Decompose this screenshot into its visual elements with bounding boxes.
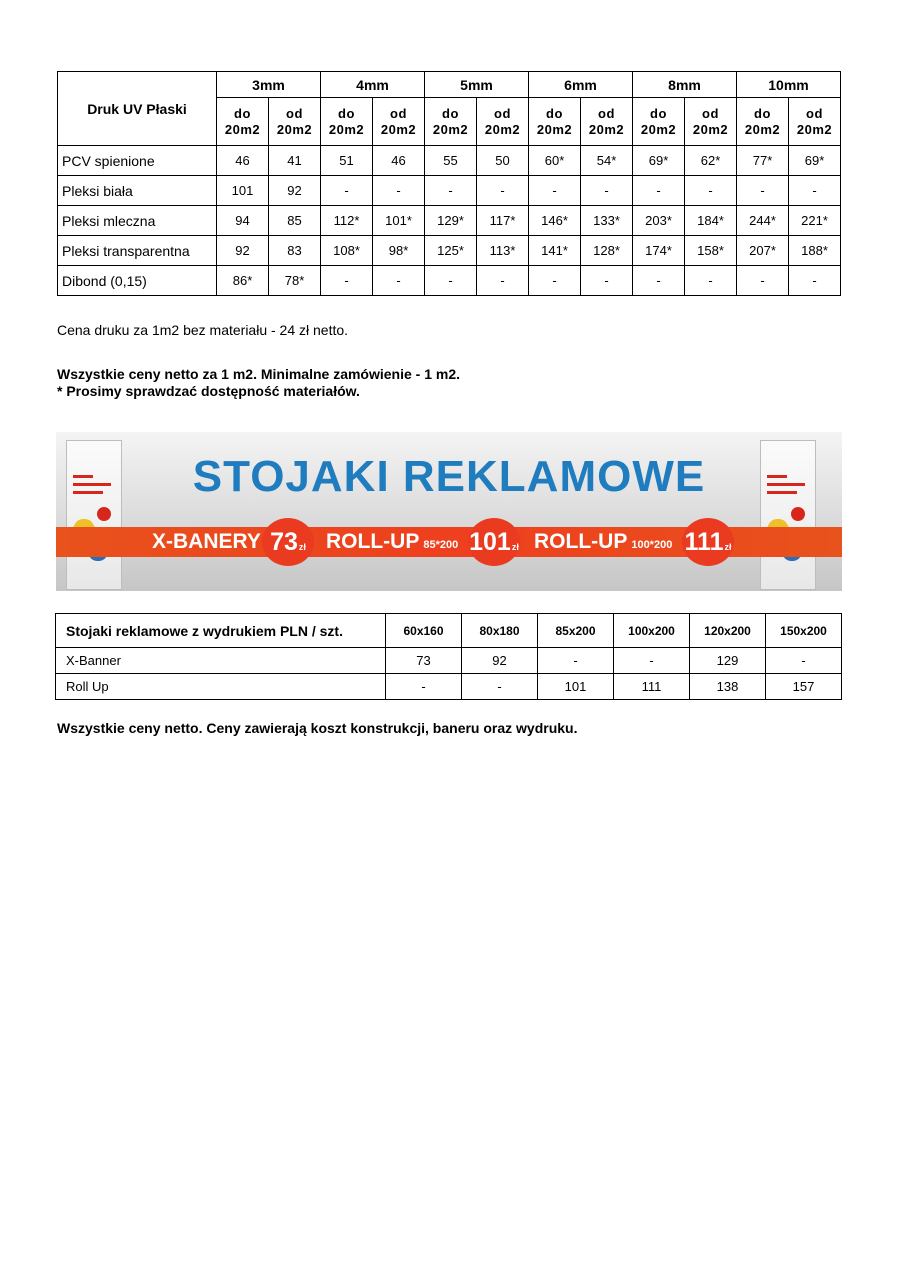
price-cell: 113* bbox=[477, 236, 529, 266]
price-cell: 86* bbox=[217, 266, 269, 296]
quantity-header-line2: 20m2 bbox=[692, 121, 729, 137]
table-row bbox=[56, 674, 842, 700]
stand-type-label: Roll Up bbox=[56, 674, 386, 700]
price-cell: - bbox=[529, 266, 581, 296]
stands-price-table bbox=[55, 613, 842, 700]
price-cell: - bbox=[581, 266, 633, 296]
price-cell: 221* bbox=[789, 206, 841, 236]
table-row bbox=[58, 146, 841, 176]
quantity-header-line2: 20m2 bbox=[640, 121, 677, 137]
price-cell: - bbox=[737, 176, 789, 206]
price-cell: - bbox=[538, 648, 614, 674]
price-cell: - bbox=[386, 674, 462, 700]
quantity-header bbox=[737, 98, 789, 146]
price-cell: 51 bbox=[321, 146, 373, 176]
price-cell: - bbox=[685, 266, 737, 296]
price-cell: 101 bbox=[538, 674, 614, 700]
rollup-85-price-badge: 101zł bbox=[468, 518, 520, 566]
table-row bbox=[58, 266, 841, 296]
quantity-header-line2: 20m2 bbox=[744, 121, 781, 137]
quantity-header bbox=[425, 98, 477, 146]
quantity-header-line2: 20m2 bbox=[432, 121, 469, 137]
price-cell: 101 bbox=[217, 176, 269, 206]
thickness-header: 5mm bbox=[425, 72, 529, 98]
quantity-header-line2: 20m2 bbox=[224, 121, 261, 137]
quantity-header bbox=[581, 98, 633, 146]
price-cell: - bbox=[373, 176, 425, 206]
price-cell: 129 bbox=[690, 648, 766, 674]
stands-promo-banner bbox=[56, 432, 842, 591]
quantity-header-line1: do bbox=[754, 105, 771, 121]
price-cell: 184* bbox=[685, 206, 737, 236]
price-cell: - bbox=[477, 266, 529, 296]
price-cell: 101* bbox=[373, 206, 425, 236]
quantity-header-line1: od bbox=[494, 105, 511, 121]
size-header: 80x180 bbox=[462, 614, 538, 648]
price-cell: 46 bbox=[217, 146, 269, 176]
print-price-note: Cena druku za 1m2 bez materiału - 24 zł netto. bbox=[57, 322, 349, 338]
price-cell: 141* bbox=[529, 236, 581, 266]
table-title: Druk UV Płaski bbox=[58, 72, 217, 146]
quantity-header-line2: 20m2 bbox=[588, 121, 625, 137]
price-cell: 158* bbox=[685, 236, 737, 266]
quantity-header-line1: do bbox=[650, 105, 667, 121]
stands-table-title: Stojaki reklamowe z wydrukiem PLN / szt. bbox=[56, 614, 386, 648]
quantity-header-line1: do bbox=[234, 105, 251, 121]
price-cell: 62* bbox=[685, 146, 737, 176]
availability-note: * Prosimy sprawdzać dostępność materiałów. bbox=[57, 383, 360, 399]
stands-footer-note: Wszystkie ceny netto. Ceny zawierają koszt konstrukcji, baneru oraz wydruku. bbox=[57, 720, 578, 736]
rollup-100-label: ROLL-UP 100*200 bbox=[534, 530, 673, 553]
price-cell: - bbox=[789, 266, 841, 296]
stands-header-row bbox=[56, 614, 842, 648]
quantity-header-line2: 20m2 bbox=[328, 121, 365, 137]
price-cell: 92 bbox=[269, 176, 321, 206]
quantity-header bbox=[477, 98, 529, 146]
price-cell: - bbox=[633, 266, 685, 296]
uv-price-table bbox=[57, 71, 841, 296]
price-cell: 50 bbox=[477, 146, 529, 176]
price-cell: - bbox=[321, 266, 373, 296]
price-cell: 207* bbox=[737, 236, 789, 266]
price-cell: 117* bbox=[477, 206, 529, 236]
material-label: Pleksi biała bbox=[58, 176, 217, 206]
size-header: 85x200 bbox=[538, 614, 614, 648]
thickness-header-row bbox=[58, 72, 841, 98]
quantity-header bbox=[789, 98, 841, 146]
price-cell: - bbox=[462, 674, 538, 700]
quantity-header-line2: 20m2 bbox=[276, 121, 313, 137]
price-cell: 203* bbox=[633, 206, 685, 236]
quantity-header-line2: 20m2 bbox=[536, 121, 573, 137]
quantity-header bbox=[633, 98, 685, 146]
quantity-header-line1: do bbox=[338, 105, 355, 121]
price-cell: 92 bbox=[462, 648, 538, 674]
price-cell: - bbox=[766, 648, 842, 674]
thickness-header: 6mm bbox=[529, 72, 633, 98]
price-cell: 77* bbox=[737, 146, 789, 176]
price-cell: 73 bbox=[386, 648, 462, 674]
material-label: Pleksi transparentna bbox=[58, 236, 217, 266]
table-row bbox=[58, 236, 841, 266]
thickness-header: 3mm bbox=[217, 72, 321, 98]
quantity-header-line2: 20m2 bbox=[380, 121, 417, 137]
material-label: Dibond (0,15) bbox=[58, 266, 217, 296]
rollup-85-label: ROLL-UP 85*200 bbox=[326, 530, 459, 553]
price-cell: 85 bbox=[269, 206, 321, 236]
thickness-header: 10mm bbox=[737, 72, 841, 98]
price-cell: - bbox=[633, 176, 685, 206]
quantity-header bbox=[685, 98, 737, 146]
quantity-header bbox=[529, 98, 581, 146]
price-cell: 46 bbox=[373, 146, 425, 176]
price-cell: 138 bbox=[690, 674, 766, 700]
quantity-header bbox=[269, 98, 321, 146]
xbanner-label: X-BANERY bbox=[152, 530, 261, 553]
quantity-header-line1: od bbox=[702, 105, 719, 121]
price-cell: - bbox=[321, 176, 373, 206]
price-cell: - bbox=[789, 176, 841, 206]
table-row bbox=[58, 206, 841, 236]
quantity-header-line1: od bbox=[390, 105, 407, 121]
price-cell: 157 bbox=[766, 674, 842, 700]
quantity-header-line1: od bbox=[598, 105, 615, 121]
rollup-100-price-badge: 111zł bbox=[682, 518, 734, 566]
size-header: 100x200 bbox=[614, 614, 690, 648]
quantity-header-line2: 20m2 bbox=[484, 121, 521, 137]
price-cell: 69* bbox=[789, 146, 841, 176]
table-row bbox=[56, 648, 842, 674]
price-cell: 112* bbox=[321, 206, 373, 236]
price-cell: 69* bbox=[633, 146, 685, 176]
table-row bbox=[58, 176, 841, 206]
size-header: 60x160 bbox=[386, 614, 462, 648]
price-cell: - bbox=[477, 176, 529, 206]
price-cell: 94 bbox=[217, 206, 269, 236]
quantity-header bbox=[217, 98, 269, 146]
thickness-header: 8mm bbox=[633, 72, 737, 98]
material-label: PCV spienione bbox=[58, 146, 217, 176]
quantity-header-line1: do bbox=[442, 105, 459, 121]
quantity-header bbox=[373, 98, 425, 146]
quantity-header-line2: 20m2 bbox=[796, 121, 833, 137]
price-cell: 78* bbox=[269, 266, 321, 296]
thickness-header: 4mm bbox=[321, 72, 425, 98]
price-cell: 55 bbox=[425, 146, 477, 176]
price-cell: - bbox=[425, 176, 477, 206]
price-cell: - bbox=[614, 648, 690, 674]
price-cell: - bbox=[581, 176, 633, 206]
quantity-header-line1: od bbox=[286, 105, 303, 121]
quantity-header-line1: do bbox=[546, 105, 563, 121]
price-cell: - bbox=[373, 266, 425, 296]
quantity-header bbox=[321, 98, 373, 146]
price-cell: 129* bbox=[425, 206, 477, 236]
price-cell: - bbox=[425, 266, 477, 296]
price-cell: 146* bbox=[529, 206, 581, 236]
price-cell: 60* bbox=[529, 146, 581, 176]
stand-type-label: X-Banner bbox=[56, 648, 386, 674]
price-cell: 125* bbox=[425, 236, 477, 266]
price-cell: 83 bbox=[269, 236, 321, 266]
price-cell: 133* bbox=[581, 206, 633, 236]
size-header: 150x200 bbox=[766, 614, 842, 648]
price-cell: 41 bbox=[269, 146, 321, 176]
price-cell: 174* bbox=[633, 236, 685, 266]
material-label: Pleksi mleczna bbox=[58, 206, 217, 236]
price-cell: 54* bbox=[581, 146, 633, 176]
xbanner-price-badge: 73zł bbox=[262, 518, 314, 566]
price-cell: - bbox=[737, 266, 789, 296]
price-cell: - bbox=[685, 176, 737, 206]
quantity-header-line1: od bbox=[806, 105, 823, 121]
price-cell: 108* bbox=[321, 236, 373, 266]
price-cell: 244* bbox=[737, 206, 789, 236]
price-cell: 98* bbox=[373, 236, 425, 266]
price-cell: 111 bbox=[614, 674, 690, 700]
price-cell: 92 bbox=[217, 236, 269, 266]
size-header: 120x200 bbox=[690, 614, 766, 648]
banner-title: STOJAKI REKLAMOWE bbox=[192, 452, 706, 501]
price-cell: 128* bbox=[581, 236, 633, 266]
net-prices-note: Wszystkie ceny netto za 1 m2. Minimalne zamówienie - 1 m2. bbox=[57, 366, 461, 382]
price-cell: - bbox=[529, 176, 581, 206]
price-cell: 188* bbox=[789, 236, 841, 266]
